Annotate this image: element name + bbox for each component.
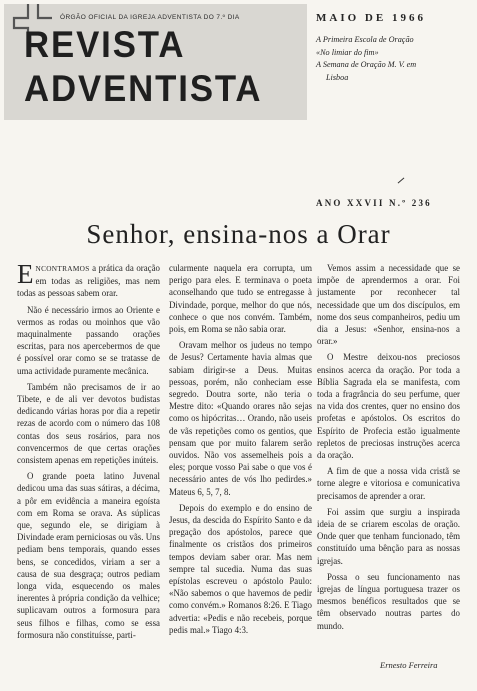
article-column-3 [317,262,460,636]
lead-caps: NCONTRAMOS [35,264,90,273]
issue-date: MAIO DE 1966 [316,12,426,24]
brand-title-line1: REVISTA [24,24,186,65]
paragraph: Oravam melhor os judeus no tempo de Jesus? Certamente havia almas que sabiam dirigir-se a Deus. Muitas pessoas, porém, não conheciam esse segredo. Doutra sorte, não teria o Mestre dito: «Quando orares não sejas como os hipócritas… Orando, não useis de vãs repetições como os gentios, que pensam que por muito falarem serão ouvidos. Não vos assemelheis pois a eles; porque vosso Pai sabe o que vos é necessário antes de vós lho pedirdes.» Mateus 6, 5, 7, 8. [169,340,312,497]
paragraph: O grande poeta latino Juvenal dedicou uma das suas sátiras, a décima, a pôr em evidência a maneira egoísta com em Roma se orava. As súplicas que, segundo ele, se dirigiam à Divindade eram perniciosas ou vãs. Uns pediam bens temporais, quando esses bens, se concedidos, viriam a ser a causa de sua desgraça; outros pediam longa vida, esquecendo os males inerentes à própria condição da velhice; suplicavam outros a formosura para seus filhos e filhas, como se essa formosura não constituísse, parti- [17,471,160,640]
contents-list [316,34,474,85]
decorative-mark [398,178,405,184]
paragraph: Não é necessário irmos ao Oriente e vermos as rodas ou moinhos que vão maquinalmente passando orações escritas, para nos apercebermos de que é possível orar como se se tratasse de uma actividade puramente mecânica. [17,304,160,376]
paragraph: Possa o seu funcionamento nas igrejas de língua portuguesa trazer os mesmos benéficos resultados que se têm observado noutras partes do mundo. [317,571,460,631]
masthead-subtitle: ÓRGÃO OFICIAL DA IGREJA ADVENTISTA DO 7.º DIA [60,14,240,21]
masthead [4,4,307,120]
issue-number: ANO XXVII N.º 236 [316,198,432,208]
author-signature: Ernesto Ferreira [380,660,438,670]
issue-panel [316,4,474,85]
lead-paragraph [17,259,160,300]
article-column-1 [17,259,160,645]
contents-item: Lisboa [326,73,349,83]
contents-item: A Primeira Escola de Oração [316,35,414,44]
paragraph: Vemos assim a necessidade que se impõe de aprendermos a orar. Foi justamente por reconhecer tal necessidade que um dos discípulos, em nome dos seus companheiros, pediu um dia a Jesus: «Senhor, ensina-nos a orar.» [317,263,460,347]
lead-text: a prática da oração em todas as religiões, mas nem todas as pessoas sabem orar. [17,263,160,299]
contents-item: «No limiar do fim» [316,47,379,57]
paragraph: cularmente naquela era corrupta, um perigo para eles. E terminava o poeta aconselhando que tudo se entregasse à Divindade, porque, melhor do que nós, conhece o que nos convém. Também, pois, em Roma se não sabia orar. [169,263,312,335]
paragraph: Também não precisamos de ir ao Tibete, e de ali ver devotos budistas dedicando várias horas por dia a repetir rezas de acordo com o número das 108 contas dos seus rosários, para nos convencermos de que certas orações consistem apenas em repetições inúteis. [17,381,160,466]
paragraph: O Mestre deixou-nos preciosos ensinos acerca da oração. Por toda a Bíblia Sagrada ela se manifesta, com toda a fragrância do seu perfume, quer na vida dos crentes, quer no ensino dos profetas e apóstolos. Os escritos do Espírito de Profecia estão igualmente repletos de preciosas instruções acerca da oração. [317,352,460,461]
paragraph: A fim de que a nossa vida cristã se torne alegre e vitoriosa e comunicativa precisamos de aprender a orar. [317,466,460,501]
drop-cap: E [17,259,34,289]
paragraph: Foi assim que surgiu a inspirada ideia de se criarem escolas de oração. Onde quer que tenham funcionado, têm constituído uma bênção para as nossas igrejas. [317,506,460,566]
paragraph: Depois do exemplo e do ensino de Jesus, da descida do Espírito Santo e da pregação dos apóstolos, parece que finalmente os cristãos dos primeiros tempos deviam saber orar. Mas nem sempre tal sucedia. Numa das suas epístolas escreveu o apóstolo Paulo: «Não sabemos o que havemos de pedir como convém.» Romanos 8:26. E Tiago advertia: «Pedis e não recebeis, porque pedis mal.» Tiago 4:3. [169,502,312,635]
brand-title-line2: ADVENTISTA [24,68,263,109]
contents-item: A Semana de Oração M. V. em [316,60,417,70]
article-column-2 [169,262,312,640]
article-title: Senhor, ensina-nos a Orar [86,219,391,249]
